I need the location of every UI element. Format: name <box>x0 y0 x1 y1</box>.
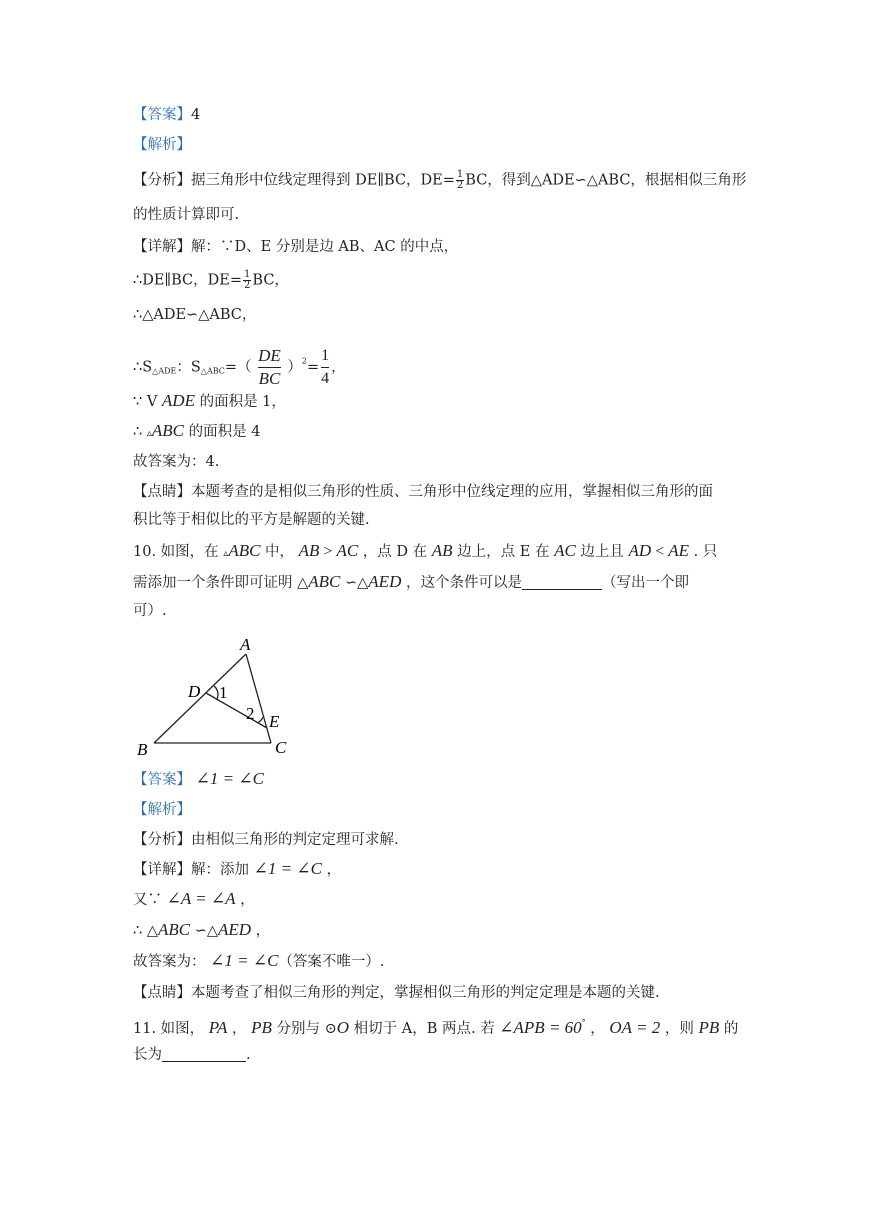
q9-fenxi-line <box>133 170 746 191</box>
fenxi-text: 由相似三角形的判定定理可求解. <box>191 832 399 848</box>
stem-text: ，则 <box>660 1021 699 1037</box>
math-var: O <box>336 1018 350 1037</box>
q11-stem-line-1 <box>133 1013 738 1039</box>
q9-step6-line <box>133 421 260 444</box>
q10-xiangjie-line <box>133 859 341 880</box>
quarter-fraction <box>321 345 329 390</box>
q9-step2-line <box>133 270 289 291</box>
math-var: AB <box>298 541 320 560</box>
fenxi-text-c: 的性质计算即可. <box>133 207 240 223</box>
math-expr: ∠1 = ∠C <box>195 769 264 788</box>
step-text: ， <box>331 359 346 376</box>
stem-text: 中， <box>260 544 299 560</box>
q9-fenxi-line-2 <box>133 205 239 225</box>
step-text: 解：添加 <box>191 862 254 878</box>
fraction-numerator: 1 <box>321 345 329 368</box>
step-text: 解：∵D、E 分别是边 AB、AC 的中点， <box>191 239 459 255</box>
stem-text: ， <box>227 1021 252 1037</box>
q10-analysis-line <box>133 800 191 820</box>
label-b: B <box>137 740 148 759</box>
triangle-symbol: ▵ <box>146 428 152 439</box>
q9-dianjing-line-2 <box>133 510 370 530</box>
analysis-tag: 【解析】 <box>133 802 191 818</box>
math-var: AED <box>218 920 252 939</box>
stem-text: ， <box>585 1021 610 1037</box>
math-expr: OA = 2 <box>609 1018 661 1037</box>
math-var: ADE <box>161 391 195 410</box>
subscript: △ADE <box>152 366 177 376</box>
math-var: ABC <box>158 920 191 939</box>
q9-dianjing-line <box>133 482 713 502</box>
stem-text: 10. 如图，在 <box>133 544 224 560</box>
triangle-figure <box>133 632 298 762</box>
stem-text: ，这个条件可以是 <box>401 575 522 591</box>
step-text: ：S <box>176 359 201 376</box>
step-text: ∵ V <box>133 394 162 410</box>
stem-text: 11. 如图， <box>133 1021 209 1037</box>
step-text: =（ <box>224 359 252 376</box>
step-text: ∴S <box>133 359 153 376</box>
label-c: C <box>275 738 287 757</box>
fenxi-text-a: 据三角形中位线定理得到 DE∥BC，DE= <box>191 172 455 189</box>
answer-blank[interactable] <box>162 1047 246 1062</box>
math-var: AE <box>668 541 689 560</box>
side-ac <box>246 654 271 743</box>
step-text: ∴DE∥BC，DE= <box>133 272 243 289</box>
q9-step5-line <box>133 391 286 412</box>
math-expr: ∠1 = ∠C <box>253 859 322 878</box>
step-text: ） <box>287 359 302 376</box>
q9-step4-line <box>133 345 346 390</box>
math-var: AC <box>336 541 359 560</box>
step-text: 的面积是 1， <box>194 394 286 410</box>
fenxi-tag: 【分析】 <box>133 172 191 189</box>
math-var: ABC <box>308 572 341 591</box>
q9-conclusion-line <box>133 452 219 472</box>
label-1: 1 <box>219 683 228 702</box>
stem-text: . 只 <box>689 544 718 560</box>
stem-text: 边上，点 E 在 <box>452 544 555 560</box>
dianjing-text: 本题考查的是相似三角形的性质、三角形中位线定理的应用，掌握相似三角形的面 <box>191 484 713 500</box>
step-text: 又∵ <box>133 892 167 908</box>
angle-2-arc <box>257 717 263 723</box>
math-var: AC <box>554 541 576 560</box>
step-text: BC， <box>252 272 289 289</box>
step-text: ， <box>321 862 342 878</box>
xiangjie-tag: 【详解】 <box>133 239 191 255</box>
step-text: ∴ <box>133 424 147 440</box>
analysis-tag: 【解析】 <box>133 137 191 153</box>
q10-stem-line-2 <box>133 572 689 593</box>
angle-1-arc <box>214 686 218 699</box>
triangle-symbol: ▵ <box>223 548 229 559</box>
math-var: AB <box>431 541 453 560</box>
q10-step3-line <box>133 920 270 941</box>
math-var: AD <box>628 541 652 560</box>
half-fraction <box>243 270 251 291</box>
fenxi-tag: 【分析】 <box>133 832 191 848</box>
fenxi-text-b: BC，得到△ADE∽△ABC，根据相似三角形 <box>465 172 747 189</box>
q9-xiangjie-line <box>133 237 458 257</box>
fraction-numerator: 1 <box>456 169 464 180</box>
half-fraction <box>456 170 464 191</box>
stem-text: 长为 <box>133 1047 162 1063</box>
label-d: D <box>188 682 201 701</box>
fraction-denominator: 4 <box>321 370 330 387</box>
answer-tag: 【答案】 <box>133 772 191 788</box>
degree-symbol: ° <box>581 1018 586 1027</box>
step-text: = <box>307 359 320 376</box>
stem-text: （写出一个即 <box>601 575 689 591</box>
q10-conclusion-line <box>133 951 385 972</box>
math-var: PB <box>251 1018 272 1037</box>
math-var: ABC <box>228 541 261 560</box>
xiangjie-tag: 【详解】 <box>133 862 191 878</box>
step-text: ∴△ADE∽△ABC， <box>133 307 257 323</box>
fraction-numerator: 1 <box>244 269 251 280</box>
dianjing-tag: 【点睛】 <box>133 484 191 500</box>
stem-text: ，点 D 在 <box>358 544 432 560</box>
fraction-denominator: BC <box>258 369 281 388</box>
math-expr: ∠APB = 60 <box>499 1018 582 1037</box>
math-op: < <box>651 543 669 560</box>
math-var: PA <box>208 1018 228 1037</box>
answer-tag: 【答案】 <box>133 107 191 123</box>
fraction-denominator: 2 <box>456 180 464 191</box>
conclusion-text: （答案不唯一）. <box>278 954 385 970</box>
q9-step3-line <box>133 305 256 325</box>
conclusion-text: 故答案为： <box>133 954 211 970</box>
step-text: 的面积是 4 <box>183 424 261 440</box>
stem-text: ∽△ <box>340 575 369 591</box>
stem-text: 边上且 <box>575 544 629 560</box>
math-op: > <box>319 543 337 560</box>
answer-blank[interactable] <box>522 575 602 590</box>
label-e: E <box>269 712 280 731</box>
q10-answer-line <box>133 769 264 790</box>
stem-text: 相切于 A，B 两点. 若 <box>349 1021 500 1037</box>
q10-stem-line-3 <box>133 601 167 621</box>
dianjing-text: 积比等于相似比的平方是解题的关键. <box>133 512 370 528</box>
conclusion-text: 故答案为：4. <box>133 454 220 470</box>
stem-text: 分别与 ⊙ <box>271 1021 337 1037</box>
stem-text: . <box>246 1047 251 1063</box>
q10-dianjing-line <box>133 983 660 1003</box>
math-expr: ∠A = ∠A <box>166 889 236 908</box>
fraction-denominator: 2 <box>244 280 251 291</box>
q9-answer-line <box>133 105 200 125</box>
label-a: A <box>240 635 251 654</box>
stem-text: 的 <box>719 1021 739 1037</box>
math-expr: ∠1 = ∠C <box>210 951 279 970</box>
step-text: ∴ △ <box>133 923 158 939</box>
math-var: ABC <box>151 421 184 440</box>
q9-analysis-line <box>133 135 191 155</box>
q10-stem-line-1 <box>133 541 717 564</box>
q10-fenxi-line <box>133 830 399 850</box>
stem-text: 需添加一个条件即可证明 △ <box>133 575 309 591</box>
subscript: △ABC <box>200 366 225 376</box>
stem-text: 可）. <box>133 603 167 619</box>
fraction-numerator: DE <box>258 345 281 368</box>
answer-value: 4 <box>191 107 201 123</box>
label-2: 2 <box>246 704 255 723</box>
step-text: ， <box>251 923 271 939</box>
dianjing-text: 本题考查了相似三角形的判定，掌握相似三角形的判定定理是本题的关键. <box>191 985 660 1001</box>
superscript: 2 <box>301 356 308 366</box>
step-text: ∽△ <box>190 923 219 939</box>
math-var: PB <box>698 1018 720 1037</box>
ratio-fraction <box>258 345 281 390</box>
step-text: ， <box>235 892 255 908</box>
math-var: AED <box>368 572 402 591</box>
q10-step2-line <box>133 889 255 910</box>
q11-stem-line-2 <box>133 1045 251 1065</box>
dianjing-tag: 【点睛】 <box>133 985 191 1001</box>
